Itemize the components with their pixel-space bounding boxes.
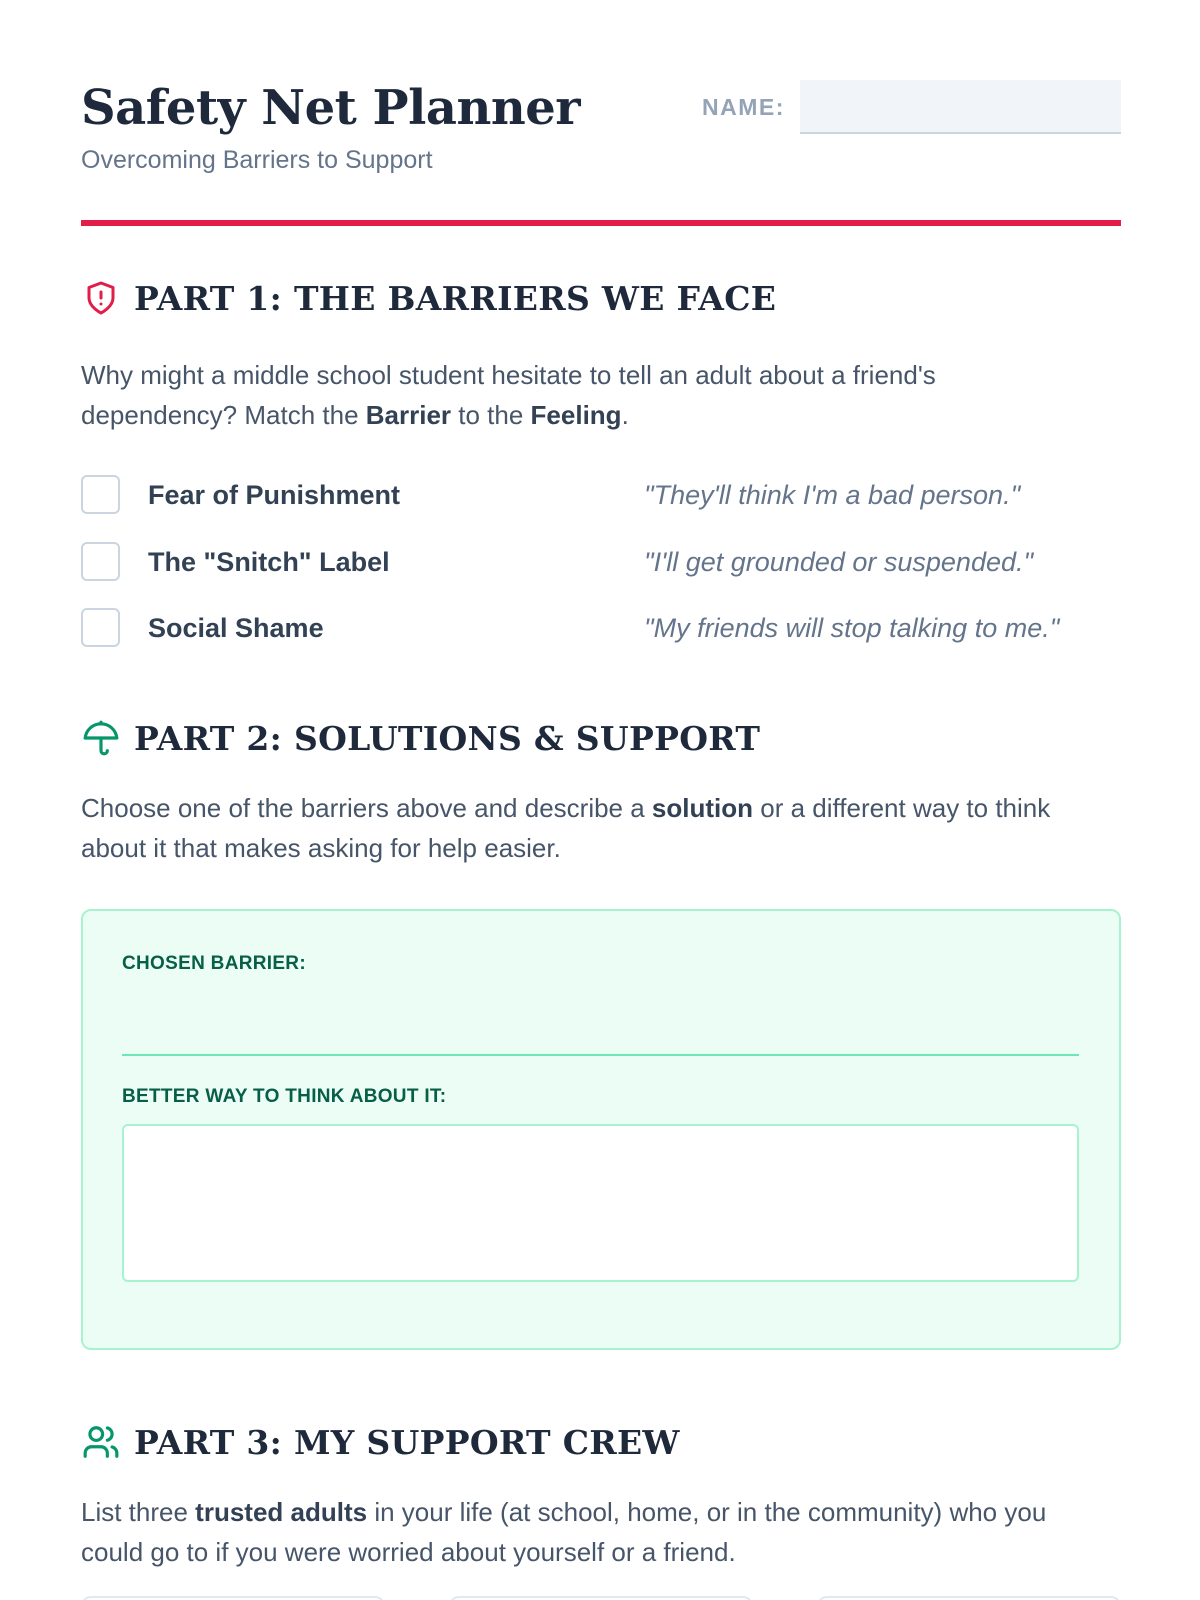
part2-intro-solution: solution (651, 793, 754, 823)
umbrella-icon (81, 718, 121, 758)
header-divider (81, 220, 1121, 226)
name-label: NAME: (702, 94, 785, 120)
part2-title: PART 2: SOLUTIONS & SUPPORT (134, 718, 761, 758)
barrier-checkbox[interactable] (81, 542, 120, 581)
feeling-quote: "They'll think I'm a bad person." (644, 480, 1021, 510)
match-row (81, 608, 1121, 648)
part1-intro-text: Why might a middle school student hesitate to tell an adult about a friend's dependency? Match the (81, 360, 936, 430)
part1-intro-text-end: . (621, 400, 629, 430)
match-row (81, 542, 1121, 582)
better-way-label: BETTER WAY TO THINK ABOUT IT: (122, 1086, 447, 1107)
trusted-adult-card[interactable] (449, 1596, 753, 1600)
feeling-quote: "I'll get grounded or suspended." (644, 547, 1034, 577)
trusted-adult-card[interactable] (817, 1596, 1121, 1600)
part1-heading (81, 278, 776, 318)
page-subtitle: Overcoming Barriers to Support (81, 146, 433, 174)
name-input[interactable] (800, 80, 1121, 134)
match-row (81, 475, 1121, 515)
barrier-checkbox[interactable] (81, 475, 120, 514)
part2-intro-text-end: or a different way to think about it that makes asking for help easier. (81, 793, 1051, 863)
barrier-label: Fear of Punishment (148, 480, 401, 510)
header (81, 0, 1121, 227)
part3-intro (81, 1492, 1091, 1572)
shield-alert-icon (81, 278, 121, 318)
worksheet-page (81, 0, 1121, 1567)
page-title: Safety Net Planner (81, 80, 581, 136)
part3-intro-text: List three (81, 1497, 196, 1527)
part1-intro-text-mid: to the (451, 400, 531, 430)
part2-intro-text: Choose one of the barriers above and describe a (81, 793, 652, 823)
part3-intro-trusted-adults: trusted adults (195, 1497, 368, 1527)
better-way-textarea[interactable] (122, 1124, 1079, 1282)
part2-heading (81, 718, 760, 758)
part2-intro (81, 788, 1091, 868)
part3-heading (81, 1422, 680, 1462)
users-icon (81, 1422, 121, 1462)
part3-intro-text-end: in your life (at school, home, or in the community) who you could go to if you were worried about yourself or a friend. (81, 1497, 1047, 1567)
chosen-barrier-input[interactable] (122, 998, 1079, 1056)
part1-intro-barrier: Barrier (365, 400, 452, 430)
barrier-checkbox[interactable] (81, 608, 120, 647)
feeling-quote: "My friends will stop talking to me." (644, 613, 1060, 643)
part1-intro (81, 355, 1091, 435)
part1-title: PART 1: THE BARRIERS WE FACE (134, 278, 777, 318)
barrier-label: Social Shame (148, 613, 324, 643)
barrier-label: The "Snitch" Label (148, 547, 390, 577)
part3-title: PART 3: MY SUPPORT CREW (134, 1422, 680, 1462)
trusted-adult-card[interactable] (81, 1596, 385, 1600)
part1-intro-feeling: Feeling (530, 400, 622, 430)
chosen-barrier-label: CHOSEN BARRIER: (122, 953, 306, 974)
